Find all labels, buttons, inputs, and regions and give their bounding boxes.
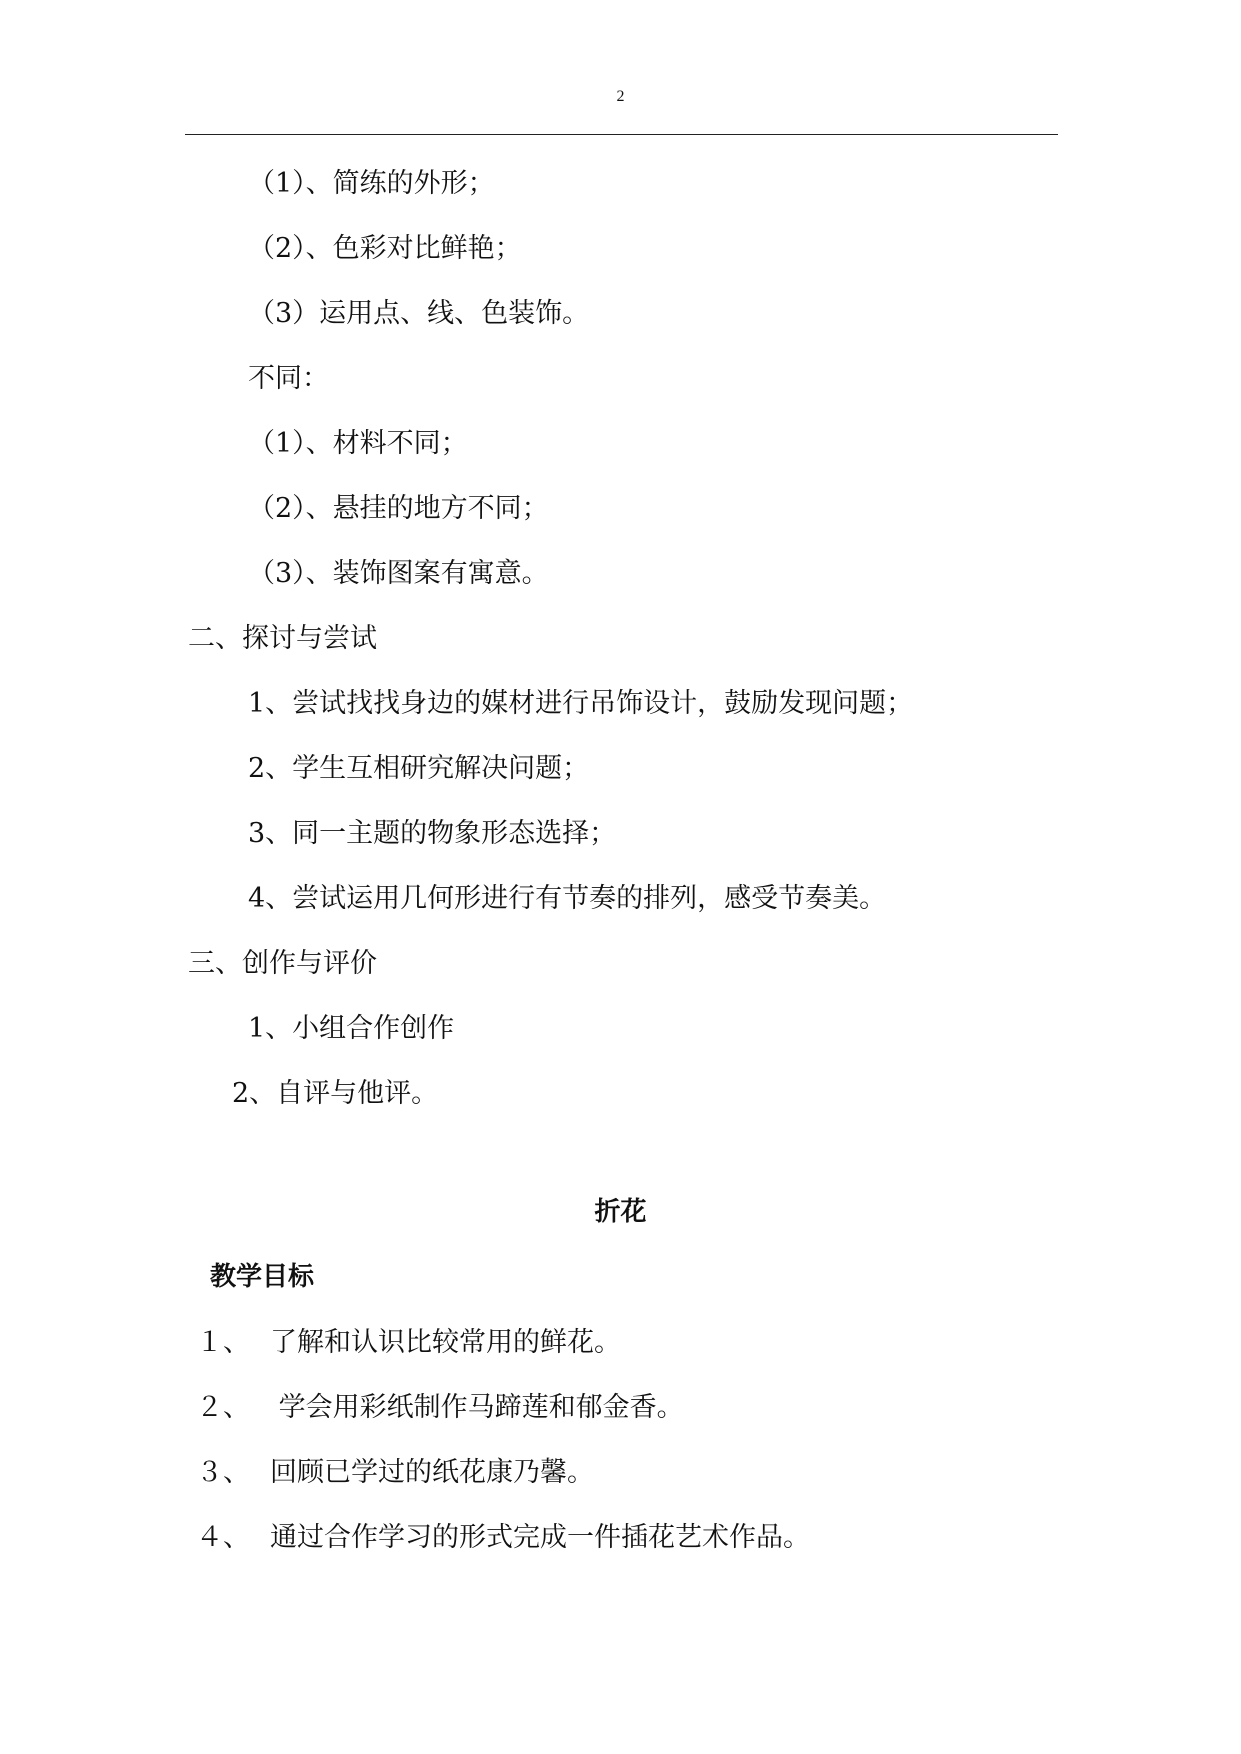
similarity-item-3: （3）运用点、线、色装饰。 [248, 298, 590, 329]
goal-text: 回顾已学过的纸花康乃馨。 [270, 1457, 594, 1488]
similarity-item-2: （2）、色彩对比鲜艳； [248, 233, 522, 264]
goal-number: ２、 [196, 1392, 250, 1422]
lesson-title: 折花 [594, 1197, 647, 1227]
goal-item-4 [196, 1521, 810, 1554]
section2-item-2: 2、学生互相研究解决问题； [248, 753, 590, 784]
goal-number: ４、 [196, 1522, 250, 1552]
difference-item-3: （3）、装饰图案有寓意。 [248, 558, 549, 589]
goal-item-1 [196, 1326, 621, 1359]
goal-number: １、 [196, 1327, 250, 1357]
section3-heading: 三、创作与评价 [188, 948, 377, 979]
section3-item-2: 2、自评与他评。 [232, 1078, 439, 1109]
section2-item-1: 1、尝试找找身边的媒材进行吊饰设计，鼓励发现问题； [248, 688, 914, 719]
difference-item-1: （1）、材料不同； [248, 428, 468, 459]
goal-text: 学会用彩纸制作马蹄莲和郁金香。 [270, 1392, 684, 1423]
section2-item-4: 4、尝试运用几何形进行有节奏的排列，感受节奏美。 [248, 883, 887, 914]
section2-item-3: 3、同一主题的物象形态选择； [248, 818, 617, 849]
goal-item-2 [196, 1391, 684, 1424]
goal-number: ３、 [196, 1457, 250, 1487]
difference-item-2: （2）、悬挂的地方不同； [248, 493, 549, 524]
page-number: 2 [616, 88, 625, 105]
differences-label: 不同： [248, 363, 329, 394]
goal-item-3 [196, 1456, 594, 1489]
goal-text: 了解和认识比较常用的鲜花。 [270, 1327, 621, 1358]
section3-item-1: 1、小组合作创作 [248, 1013, 455, 1044]
header-rule [185, 134, 1058, 135]
goals-heading: 教学目标 [210, 1262, 315, 1292]
similarity-item-1: （1）、简练的外形； [248, 168, 495, 199]
goal-text: 通过合作学习的形式完成一件插花艺术作品。 [270, 1522, 810, 1553]
section2-heading: 二、探讨与尝试 [188, 623, 377, 654]
